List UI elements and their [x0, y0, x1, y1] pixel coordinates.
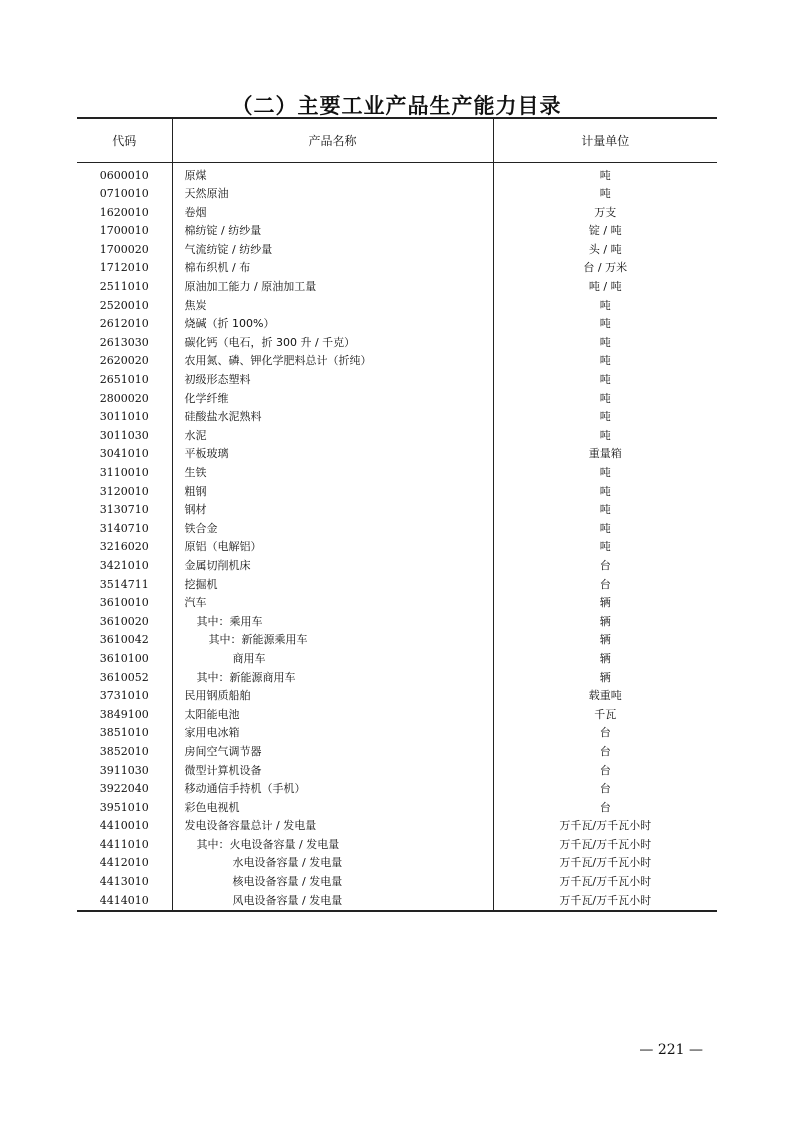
product-code: 3610042: [99, 633, 149, 647]
table-row: [77, 538, 717, 557]
product-capacity-table: [77, 117, 717, 912]
measurement-unit: 吨: [493, 408, 717, 427]
measurement-unit: 载重吨: [493, 687, 717, 706]
product-code: 0710010: [99, 187, 149, 201]
product-code: 3140710: [99, 521, 149, 535]
table-row: [77, 706, 717, 725]
table-row: [77, 650, 717, 669]
measurement-unit: 吨: [493, 483, 717, 502]
measurement-unit: 台: [493, 743, 717, 762]
measurement-unit: 吨: [493, 315, 717, 334]
product-code: 4411010: [99, 837, 149, 851]
product-name: 水泥: [172, 427, 493, 446]
table-row: [77, 762, 717, 781]
header-unit: 计量单位: [493, 118, 717, 162]
measurement-unit: 万千瓦/万千瓦小时: [493, 836, 717, 855]
table-row: [77, 594, 717, 613]
measurement-unit: 台: [493, 799, 717, 818]
product-name: 其中：新能源商用车: [172, 669, 493, 688]
product-code: 2612010: [99, 317, 149, 331]
measurement-unit: 辆: [493, 631, 717, 650]
product-name: 平板玻璃: [172, 445, 493, 464]
table-row: [77, 613, 717, 632]
measurement-unit: 吨: [493, 538, 717, 557]
table-row: [77, 520, 717, 539]
product-code: 3041010: [99, 447, 149, 461]
product-code: 2511010: [99, 280, 149, 294]
measurement-unit: 台: [493, 576, 717, 595]
table-row: [77, 669, 717, 688]
product-code: 2613030: [99, 335, 149, 349]
table-row: [77, 390, 717, 409]
measurement-unit: 台: [493, 557, 717, 576]
product-code: 1620010: [99, 205, 149, 219]
product-code: 3130710: [99, 503, 149, 517]
table-row: [77, 259, 717, 278]
product-name: 气流纺锭 / 纺纱量: [172, 241, 493, 260]
table-row: [77, 854, 717, 873]
product-code: 3911030: [99, 763, 149, 777]
product-code: 3120010: [99, 484, 149, 498]
product-name: 商用车: [172, 650, 493, 669]
product-name: 彩色电视机: [172, 799, 493, 818]
product-name: 碳化钙（电石，折 300 升 / 千克）: [172, 334, 493, 353]
product-code: 3610020: [99, 614, 149, 628]
product-name: 硅酸盐水泥熟料: [172, 408, 493, 427]
table-row: [77, 162, 717, 185]
product-name: 其中：乘用车: [172, 613, 493, 632]
product-name: 初级形态塑料: [172, 371, 493, 390]
measurement-unit: 台: [493, 724, 717, 743]
table-row: [77, 408, 717, 427]
product-code: 3011010: [99, 410, 149, 424]
product-name: 原油加工能力 / 原油加工量: [172, 278, 493, 297]
product-code: 0600010: [99, 168, 149, 182]
table-row: [77, 185, 717, 204]
product-code: 2520010: [99, 298, 149, 312]
product-code: 1712010: [99, 261, 149, 275]
table-row: [77, 371, 717, 390]
product-code: 3851010: [99, 726, 149, 740]
measurement-unit: 吨: [493, 185, 717, 204]
product-name: 移动通信手持机（手机）: [172, 780, 493, 799]
measurement-unit: 吨: [493, 334, 717, 353]
product-name: 化学纤维: [172, 390, 493, 409]
header-code: 代码: [77, 118, 172, 162]
measurement-unit: 吨: [493, 464, 717, 483]
measurement-unit: 台: [493, 780, 717, 799]
measurement-unit: 万千瓦/万千瓦小时: [493, 892, 717, 912]
product-name: 其中：火电设备容量 / 发电量: [172, 836, 493, 855]
table-row: [77, 241, 717, 260]
product-name: 风电设备容量 / 发电量: [172, 892, 493, 912]
product-name: 核电设备容量 / 发电量: [172, 873, 493, 892]
measurement-unit: 吨: [493, 501, 717, 520]
table-row: [77, 427, 717, 446]
table-row: [77, 297, 717, 316]
product-name: 水电设备容量 / 发电量: [172, 854, 493, 873]
product-name: 天然原油: [172, 185, 493, 204]
measurement-unit: 万千瓦/万千瓦小时: [493, 854, 717, 873]
product-name: 棉纺锭 / 纺纱量: [172, 222, 493, 241]
table-row: [77, 352, 717, 371]
measurement-unit: 辆: [493, 650, 717, 669]
table-row: [77, 576, 717, 595]
product-name: 钢材: [172, 501, 493, 520]
measurement-unit: 头 / 吨: [493, 241, 717, 260]
measurement-unit: 吨: [493, 352, 717, 371]
product-name: 棉布织机 / 布: [172, 259, 493, 278]
table-row: [77, 278, 717, 297]
product-code: 4412010: [99, 856, 149, 870]
table-row: [77, 334, 717, 353]
table-row: [77, 873, 717, 892]
product-name: 粗钢: [172, 483, 493, 502]
product-code: 3922040: [99, 782, 149, 796]
page-title: （二）主要工业产品生产能力目录: [231, 94, 562, 118]
table-row: [77, 836, 717, 855]
product-name: 发电设备容量总计 / 发电量: [172, 817, 493, 836]
product-name: 房间空气调节器: [172, 743, 493, 762]
measurement-unit: 万千瓦/万千瓦小时: [493, 817, 717, 836]
table-row: [77, 464, 717, 483]
product-name: 卷烟: [172, 204, 493, 223]
measurement-unit: 吨: [493, 162, 717, 185]
table-row: [77, 687, 717, 706]
product-name: 挖掘机: [172, 576, 493, 595]
product-code: 2800020: [99, 391, 149, 405]
product-code: 4414010: [77, 892, 172, 912]
product-name: 生铁: [172, 464, 493, 483]
product-code: 3110010: [99, 466, 149, 479]
header-name: 产品名称: [172, 118, 493, 162]
product-code: 3610100: [99, 651, 149, 665]
product-name: 汽车: [172, 594, 493, 613]
product-name: 原煤: [172, 162, 493, 185]
product-code: 3951010: [99, 800, 149, 814]
product-name: 家用电冰箱: [172, 724, 493, 743]
product-code: 1700010: [99, 224, 149, 238]
measurement-unit: 吨: [493, 520, 717, 539]
product-name: 铁合金: [172, 520, 493, 539]
measurement-unit: 吨: [493, 371, 717, 390]
measurement-unit: 台 / 万米: [493, 259, 717, 278]
product-name: 民用钢质船舶: [172, 687, 493, 706]
table-row: [77, 631, 717, 650]
product-name: 微型计算机设备: [172, 762, 493, 781]
product-code: 3216020: [99, 540, 149, 554]
table-row: [77, 780, 717, 799]
table-row: [77, 817, 717, 836]
product-code: 3514711: [99, 577, 149, 591]
measurement-unit: 吨: [493, 297, 717, 316]
measurement-unit: 吨: [493, 427, 717, 446]
table-row: [77, 799, 717, 818]
measurement-unit: 万千瓦/万千瓦小时: [493, 873, 717, 892]
table-row: [77, 204, 717, 223]
product-code: 3610052: [99, 670, 149, 684]
product-code: 3011030: [99, 428, 149, 442]
table-body: [77, 162, 717, 911]
product-code: 3852010: [99, 744, 149, 758]
table-header-row: [77, 118, 717, 162]
measurement-unit: 重量箱: [493, 445, 717, 464]
measurement-unit: 辆: [493, 613, 717, 632]
measurement-unit: 辆: [493, 669, 717, 688]
table-row: [77, 743, 717, 762]
product-code: 3421010: [99, 558, 149, 572]
product-code: 4413010: [99, 875, 149, 889]
product-name: 焦炭: [172, 297, 493, 316]
product-code: 3731010: [99, 689, 149, 703]
table-row: [77, 315, 717, 334]
table-row: [77, 557, 717, 576]
product-code: 4410010: [99, 819, 149, 833]
product-code: 3849100: [99, 707, 149, 721]
product-name: 农用氮、磷、钾化学肥料总计（折纯）: [172, 352, 493, 371]
measurement-unit: 万支: [493, 204, 717, 223]
product-code: 3610010: [99, 596, 149, 610]
table-row: [77, 445, 717, 464]
product-name: 其中：新能源乘用车: [172, 631, 493, 650]
measurement-unit: 锭 / 吨: [493, 222, 717, 241]
table-row: [77, 724, 717, 743]
product-name: 原铝（电解铝）: [172, 538, 493, 557]
product-name: 太阳能电池: [172, 706, 493, 725]
page-number: — 221 —: [639, 1042, 703, 1058]
product-code: 2620020: [99, 354, 149, 368]
table-row: [77, 222, 717, 241]
product-name: 烧碱（折 100%）: [172, 315, 493, 334]
measurement-unit: 吨 / 吨: [493, 278, 717, 297]
measurement-unit: 辆: [493, 594, 717, 613]
measurement-unit: 台: [493, 762, 717, 781]
product-code: 1700020: [99, 242, 149, 256]
product-code: 2651010: [99, 373, 149, 387]
measurement-unit: 千瓦: [493, 706, 717, 725]
product-name: 金属切削机床: [172, 557, 493, 576]
table-row: [77, 892, 717, 912]
measurement-unit: 吨: [493, 390, 717, 409]
table-row: [77, 501, 717, 520]
table-row: [77, 483, 717, 502]
